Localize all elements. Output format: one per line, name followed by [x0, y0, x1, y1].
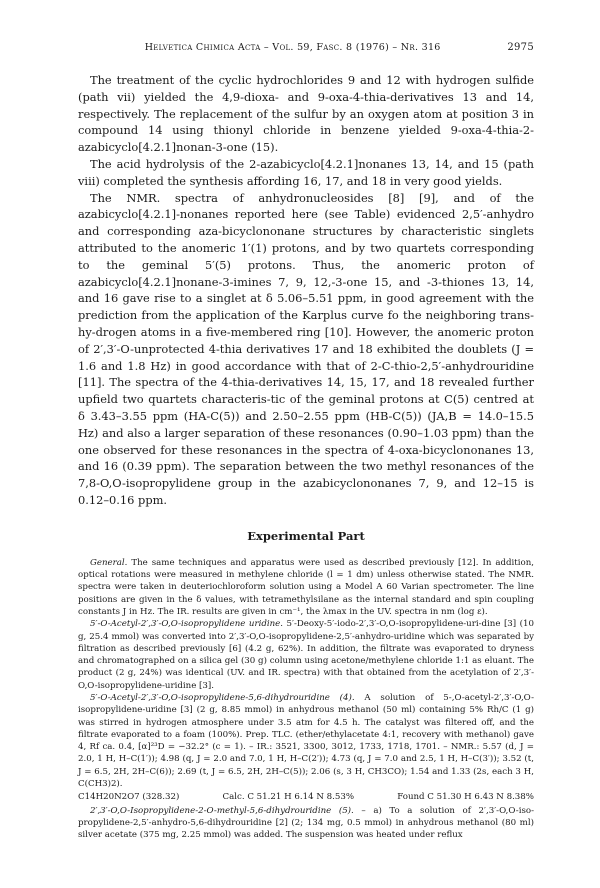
section-heading: Experimental Part: [247, 528, 365, 543]
elemental-analysis: [78, 791, 534, 803]
paragraph: The acid hydrolysis of the 2-azabicyclo[4.2.1]nonanes 13, 14, and 15 (path viii) completed the synthesis affording 16, 17, and 18 in very good yields.: [78, 156, 534, 188]
molecular-formula: C14H20N2O7 (328.32): [78, 792, 180, 803]
run-in-heading: General.: [90, 557, 128, 568]
paragraph-text: 5′-Deoxy-5′-iodo-2′,3′-O,O-isopropylidene-uri-dine [3] (10 g, 25.4 mmol) was converted into 2′,3′-O,O-isopropylidene-2,5′-anhydro-uridine which was separated by filtration as described previously [6] (4.2 g, 62%). In addition, the filtrate was evaporated to dryness and chromatographed on a silica gel (30 g) column using acetone/methylene chloride 1:1 as eluant. The product (2 g, 24%) was identical (UV. and IR. spectra) with that obtained from the acetylation of 2′,3′-O,O-isopropylidene-uridine [3].: [78, 619, 534, 691]
found-values: Found C 51.30 H 6.43 N 8.38%: [397, 792, 534, 803]
paragraph: [78, 618, 534, 692]
paragraph: [78, 692, 534, 790]
running-header: [78, 42, 534, 56]
journal-title: Helvetica Chimica Acta – Vol. 59, Fasc. 8 (1976) – Nr. 316: [144, 42, 441, 53]
main-text: [78, 72, 534, 509]
paragraph: [78, 805, 534, 842]
calculated-values: Calc. C 51.21 H 6.14 N 8.53%: [222, 792, 355, 803]
paragraph: [78, 557, 534, 618]
experimental-section: [78, 557, 534, 842]
run-in-heading: 5′-O-Acetyl-2′,3′-O,O-isopropylidene uridine.: [90, 619, 284, 630]
paragraph: The NMR. spectra of anhydronucleosides [8] [9], and of the azabicyclo[4.2.1]-nonanes reported here (see Table) evidenced 2,5′-anhydro and corresponding aza-bicyclononane structures by characteristic singlets attributed to the anomeric 1′(1) protons, and by two quartets corresponding to the geminal 5′(5) protons. Thus, the anomeric proton of azabicyclo[4.2.1]nonane-3-imines 7, 9, 12,-3-one 15, and -3-thiones 13, 14, and 16 gave rise to a singlet at δ 5.06–5.51 ppm, in good agreement with the prediction from the application of the Karplus curve fo the neighboring trans-hy-drogen atoms in a five-membered ring [10]. However, the anomeric proton of 2′,3′-O-unprotected 4-thia derivatives 17 and 18 exhibited the doublets (J = 1.6 and 1.8 Hz) in good accordance with that of 2-C-thio-2,5′-anhydrouridine [11]. The spectra of the 4-thia-derivatives 14, 15, 17, and 18 revealed further upfield two quartets characteris-tic of the geminal protons at C(5) centred at δ 3.43–3.55 ppm (HA-C(5)) and 2.50–2.55 ppm (HB-C(5)) (JA,B = 14.0–15.5 Hz) and also a larger separation of these resonances (0.90–1.03 ppm) than the one observed for these resonances in the spectra of 4-oxa-bicyclononanes 13, and 16 (0.39 ppm). The separation between the two methyl resonances of the 7,8-O,O-isopropylidene group in the azabicyclononanes 7, 9, and 12–15 is 0.12–0.16 ppm.: [78, 190, 534, 507]
paragraph-text: – a) To a solution of 2′,3′-O,O-iso-propylidene-2,5′-anhydro-5,6-dihydrouridine [2] (2; 134 mg, 0.5 mmol) in anhydrous methanol (80 ml) silver acetate (375 mg, 2.25 mmol) was added. The suspension was heated under reflux: [78, 805, 534, 841]
run-in-heading: 2′,3′-O,O-Isopropylidene-2-O-methyl-5,6-dihydrouridine (5).: [90, 805, 354, 816]
paragraph-text: A solution of 5-,O-acetyl-2′,3′-O,O-isopropylidene-uridine [3] (2 g, 8.85 mmol) in anhydrous methanol (50 ml) containing 5% Rh/C (1 g) was stirred in hydrogen atmosphere under 3.5 atm for 4.5 h. The catalyst was filtered off, and the filtrate evaporated to a foam (100%). Prep. TLC. (ether/ethylacetate 4:1, recovery with methanol) gave 4, Rf ca. 0.4, [α]²³D = −32.2° (c = 1). – IR.: 3521, 3300, 3012, 1733, 1718, 1701. – NMR.: 5.57 (d, J = 2.0, 1 H, H–C(1′)); 4.98 (q, J = 2.0 and 7.0, 1 H, H–C(2′)); 4.73 (q, J = 7.0 and 2.5, 1 H, H–C(3′)); 3.52 (t, J = 6.5, 2H, 2H–C(6)); 2.69 (t, J = 6.5, 2H, 2H–C(5)); 2.06 (s, 3 H, CH3CO); 1.54 and 1.33 (2s, each 3 H, C(CH3)2).: [78, 692, 534, 790]
paragraph: The treatment of the cyclic hydrochlorides 9 and 12 with hydrogen sulfide (path vii) yielded the 4,9-dioxa- and 9-oxa-4-thia-derivatives 13 and 14, respectively. The replacement of the sulfur by an oxygen atom at position 3 in compound 14 using thionyl chloride in benzene yielded 9-oxa-4-thia-2-azabicyclo[4.2.1]nonan-3-one (15).: [78, 73, 534, 155]
run-in-heading: 5′-O-Acetyl-2′,3′-O,O-isopropylidene-5,6-dihydrouridine (4).: [90, 692, 355, 703]
journal-page: [78, 42, 534, 842]
page-number: 2975: [507, 42, 534, 53]
paragraph-text: The same techniques and apparatus were used as described previously [12]. In addition, optical rotations were measured in methylene chloride (l = 1 dm) unless otherwise stated. The NMR. spectra were taken in deuteriochloroform solution using a Model A 60 Varian spectrometer. The line positions are given in the δ values, with tetramethylsilane as the internal standard and spin coupling constants J in Hz. The IR. results are given in cm⁻¹, the λmax in the UV. spectra in nm (log ε).: [78, 557, 534, 617]
